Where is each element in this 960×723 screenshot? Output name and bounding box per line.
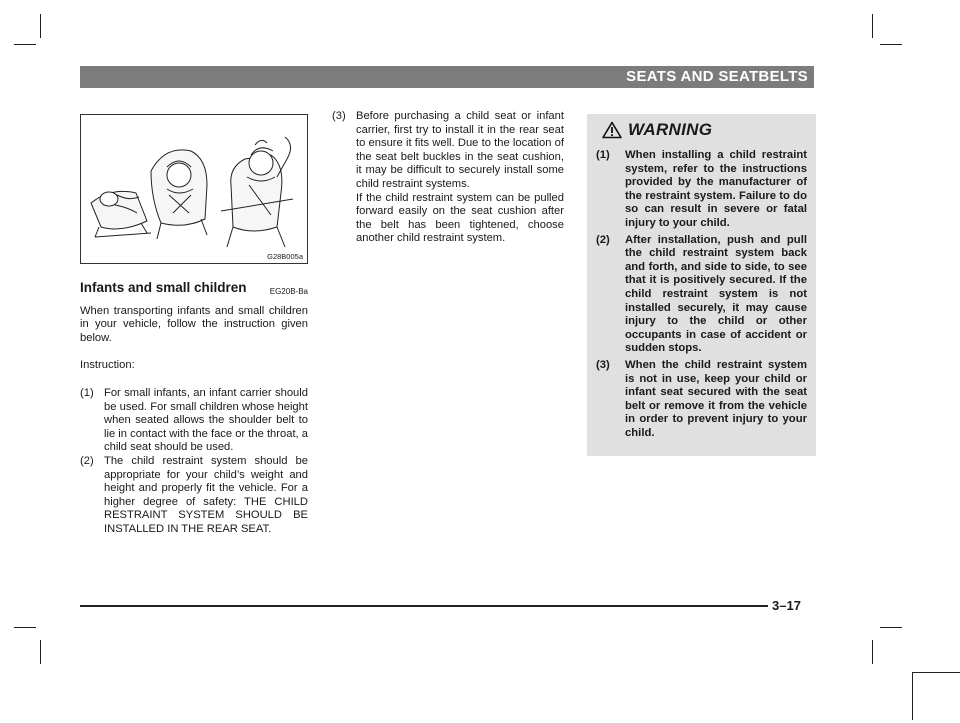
warning-item xyxy=(596,149,807,231)
warning-triangle-icon xyxy=(602,121,622,139)
crop-mark xyxy=(872,14,873,38)
item-number: (1) xyxy=(596,149,610,161)
footer-rule xyxy=(80,605,768,607)
warning-title: WARNING xyxy=(628,120,713,140)
item-text: For small infants, an infant carrier should be used. For small children whose height when seated allows the shoulder belt to lie in contact with the face or the throat, a child seat should be used. xyxy=(104,386,308,454)
warning-box xyxy=(587,114,816,456)
crop-mark xyxy=(14,44,36,45)
crop-mark xyxy=(880,627,902,628)
crop-mark xyxy=(912,672,913,720)
child-seats-illustration xyxy=(80,114,308,264)
section-header-bar xyxy=(80,66,814,88)
section-heading xyxy=(80,281,308,295)
intro-paragraph: When transporting infants and small children in your vehicle, follow the instruction given below. xyxy=(80,304,308,344)
item-text-continued: If the child restraint system can be pulled forward easily on the seat cushion after the belt has been tightened, choose another child restraint system. xyxy=(356,191,564,245)
instruction-item xyxy=(80,387,308,455)
crop-mark xyxy=(40,640,41,664)
item-number: (1) xyxy=(80,386,94,399)
item-number: (3) xyxy=(596,358,610,371)
section-title: Infants and small children xyxy=(80,280,247,295)
warning-item xyxy=(596,359,807,441)
item-number: (2) xyxy=(596,233,610,246)
crop-mark xyxy=(872,640,873,664)
child-seats-drawing xyxy=(81,115,307,263)
instruction-item xyxy=(80,455,308,537)
figure-caption: G28B005a xyxy=(267,252,303,261)
item-number: (3) xyxy=(332,110,346,122)
item-text: The child restraint system should be appropriate for your child’s weight and height and properly fit the vehicle. For a higher degree of safety: THE CHILD RESTRAINT SYSTEM SHOULD BE INSTALLED IN THE REAR SEAT. xyxy=(104,454,308,535)
item-text: When installing a child restraint system, refer to the instructions provided by the manufacturer of the restraint system. Failure to do so can result in severe or fatal injury to your child. xyxy=(625,149,807,229)
crop-mark xyxy=(912,672,960,673)
crop-mark xyxy=(40,14,41,38)
crop-mark xyxy=(14,627,36,628)
warning-item xyxy=(596,234,807,356)
middle-column xyxy=(332,110,564,246)
crop-mark xyxy=(880,44,902,45)
left-column xyxy=(80,281,308,537)
instruction-label: Instruction: xyxy=(80,359,135,372)
page-section-title: SEATS AND SEATBELTS xyxy=(626,68,808,85)
warning-heading xyxy=(602,121,807,139)
item-text: Before purchasing a child seat or infant carrier, first try to install it in the rear seat to ensure it fits well. Due to the location of the seat belt buckles in the seat cushion, it may be difficult to securely install some child restraint systems. xyxy=(356,110,564,190)
item-number: (2) xyxy=(80,454,94,467)
item-text: When the child restraint system is not in use, keep your child or infant seat secured with the seat belt or remove it from the vehicle in order to prevent injury to your child. xyxy=(625,358,807,439)
section-code: EG20B-Ba xyxy=(269,287,308,296)
item-text: After installation, push and pull the child restraint system back and forth, and side to side, to see that it is positively secured. If the child restraint system is not installed securely, it may cause injury to the child or other occupants in case of accident or sudden stops. xyxy=(625,233,807,355)
instruction-item xyxy=(332,110,564,246)
page-number: 3–17 xyxy=(772,598,801,613)
